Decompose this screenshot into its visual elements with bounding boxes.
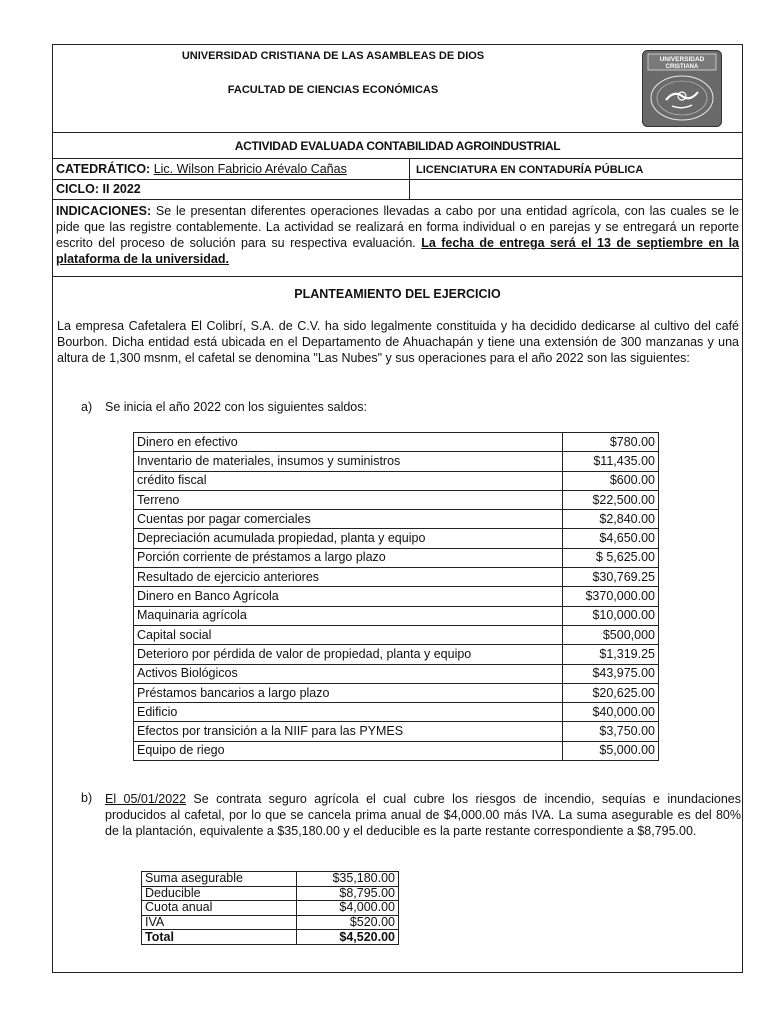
saldo-row-concept: Porción corriente de préstamos a largo plazo [134, 548, 563, 567]
item-b-date: El 05/01/2022 [105, 792, 187, 806]
seguro-row-concept: Deducible [142, 886, 297, 901]
saldos-table [133, 432, 659, 761]
saldo-row [134, 664, 659, 683]
career-name: LICENCIATURA EN CONTADURÍA PÚBLICA [416, 164, 644, 176]
saldo-row-value: $22,500.00 [563, 490, 659, 509]
saldo-row [134, 471, 659, 490]
catedratico-field [56, 162, 347, 176]
seguro-total-label: Total [142, 930, 297, 945]
saldo-row-value: $5,000.00 [563, 741, 659, 760]
activity-title-row [53, 133, 742, 159]
document-frame [52, 44, 743, 973]
saldo-row-value: $370,000.00 [563, 587, 659, 606]
item-a-text: Se inicia el año 2022 con los siguientes saldos: [105, 400, 367, 414]
saldo-row-value: $40,000.00 [563, 703, 659, 722]
svg-text:CRISTIANA: CRISTIANA [665, 64, 699, 70]
saldo-row-value: $3,750.00 [563, 722, 659, 741]
indicaciones-row [53, 200, 742, 277]
saldo-row-value: $600.00 [563, 471, 659, 490]
saldo-row [134, 587, 659, 606]
saldo-row-value: $ 5,625.00 [563, 548, 659, 567]
seguro-total-row [142, 930, 399, 945]
saldo-row-concept: Cuentas por pagar comerciales [134, 510, 563, 529]
seguro-row-concept: Suma asegurable [142, 872, 297, 887]
saldo-row [134, 568, 659, 587]
seguro-row [142, 915, 399, 930]
seguro-row [142, 886, 399, 901]
saldo-row-concept: Dinero en efectivo [134, 433, 563, 452]
saldo-row-concept: Dinero en Banco Agrícola [134, 587, 563, 606]
saldo-row-concept: Capital social [134, 625, 563, 644]
svg-text:UNIVERSIDAD: UNIVERSIDAD [659, 56, 705, 63]
saldo-row-concept: Edificio [134, 703, 563, 722]
saldo-row-concept: crédito fiscal [134, 471, 563, 490]
seguro-total-value: $4,520.00 [296, 930, 398, 945]
seguro-row-concept: IVA [142, 915, 297, 930]
saldo-row-value: $10,000.00 [563, 606, 659, 625]
ciclo-label: CICLO: II 2022 [56, 182, 141, 196]
ciclo-row [53, 180, 742, 200]
catedratico-label: CATEDRÁTICO: [56, 162, 151, 176]
saldo-row [134, 529, 659, 548]
saldo-row [134, 625, 659, 644]
university-logo [642, 50, 722, 127]
saldo-row-concept: Maquinaria agrícola [134, 606, 563, 625]
planteamiento-title: PLANTEAMIENTO DEL EJERCICIO [294, 287, 501, 301]
saldo-row-value: $1,319.25 [563, 645, 659, 664]
seguro-row-value: $8,795.00 [296, 886, 398, 901]
saldo-row-concept: Inventario de materiales, insumos y suministros [134, 452, 563, 471]
item-b-text [105, 791, 741, 839]
saldo-row-value: $43,975.00 [563, 664, 659, 683]
saldo-row-value: $2,840.00 [563, 510, 659, 529]
indicaciones-label: INDICACIONES: [56, 204, 152, 218]
seguro-row-concept: Cuota anual [142, 901, 297, 916]
seguro-row [142, 872, 399, 887]
saldo-row-concept: Terreno [134, 490, 563, 509]
saldo-row [134, 741, 659, 760]
catedratico-name: Lic. Wilson Fabricio Arévalo Cañas [153, 162, 347, 176]
saldo-row [134, 548, 659, 567]
item-b-body: Se contrata seguro agrícola el cual cubre los riesgos de incendio, sequías e inundaciones producidos al cafetal, por lo que se cancela prima anual de $4,000.00 más IVA. La suma asegurable es del 80% de la plantación, equivalente a $35,180.00 y el deducible es la parte restante correspondiente a $8,795.00. [105, 792, 742, 838]
document-header [53, 45, 742, 133]
university-name: UNIVERSIDAD CRISTIANA DE LAS ASAMBLEAS DE DIOS [181, 50, 485, 62]
item-b-label: b) [81, 791, 93, 805]
saldo-row-value: $11,435.00 [563, 452, 659, 471]
seguro-row [142, 901, 399, 916]
saldo-row [134, 645, 659, 664]
saldo-row [134, 703, 659, 722]
catedratico-row [53, 159, 742, 180]
saldo-row-value: $4,650.00 [563, 529, 659, 548]
saldo-row [134, 510, 659, 529]
seguro-row-value: $35,180.00 [296, 872, 398, 887]
saldo-row [134, 722, 659, 741]
seguro-row-value: $4,000.00 [296, 901, 398, 916]
saldo-row-concept: Efectos por transición a la NIIF para las PYMES [134, 722, 563, 741]
saldo-row-concept: Depreciación acumulada propiedad, planta y equipo [134, 529, 563, 548]
saldo-row-concept: Préstamos bancarios a largo plazo [134, 683, 563, 702]
saldo-row-concept: Activos Biológicos [134, 664, 563, 683]
saldo-row-value: $500,000 [563, 625, 659, 644]
saldo-row-concept: Resultado de ejercicio anteriores [134, 568, 563, 587]
saldo-row-value: $780.00 [563, 433, 659, 452]
saldo-row-concept: Deterioro por pérdida de valor de propiedad, planta y equipo [134, 645, 563, 664]
saldo-row-value: $20,625.00 [563, 683, 659, 702]
faculty-name: FACULTAD DE CIENCIAS ECONÓMICAS [227, 84, 439, 96]
deadline-text: La fecha de entrega será el 13 de septiembre en la plataforma de la universidad. [56, 236, 740, 266]
saldo-row [134, 683, 659, 702]
saldo-row-value: $30,769.25 [563, 568, 659, 587]
item-a-label: a) [81, 400, 93, 414]
saldo-row [134, 606, 659, 625]
seguro-row-value: $520.00 [296, 915, 398, 930]
saldo-row [134, 433, 659, 452]
seguro-table [141, 871, 399, 945]
saldo-row-concept: Equipo de riego [134, 741, 563, 760]
indicaciones-text [56, 203, 739, 267]
activity-title: ACTIVIDAD EVALUADA CONTABILIDAD AGROINDUSTRIAL [234, 139, 561, 153]
saldo-row [134, 490, 659, 509]
saldo-row [134, 452, 659, 471]
indicaciones-body: Se le presentan diferentes operaciones llevadas a cabo por una entidad agrícola, con las cuales se le pide que las registre contablemente. La actividad se realizará en forma individual o en parejas y se entregará un reporte escrito del proceso de solución para su respectiva evaluación. [56, 204, 739, 250]
exercise-intro: La empresa Cafetalera El Colibrí, S.A. de C.V. ha sido legalmente constituida y ha decidido dedicarse al cultivo del café Bourbon. Dicha entidad está ubicada en el Departamento de Ahuachapán y tiene una extensión de 300 manzanas y una altura de 1,300 msnm, el cafetal se denomina "Las Nubes" y sus operaciones para el año 2022 son las siguientes: [57, 319, 739, 365]
